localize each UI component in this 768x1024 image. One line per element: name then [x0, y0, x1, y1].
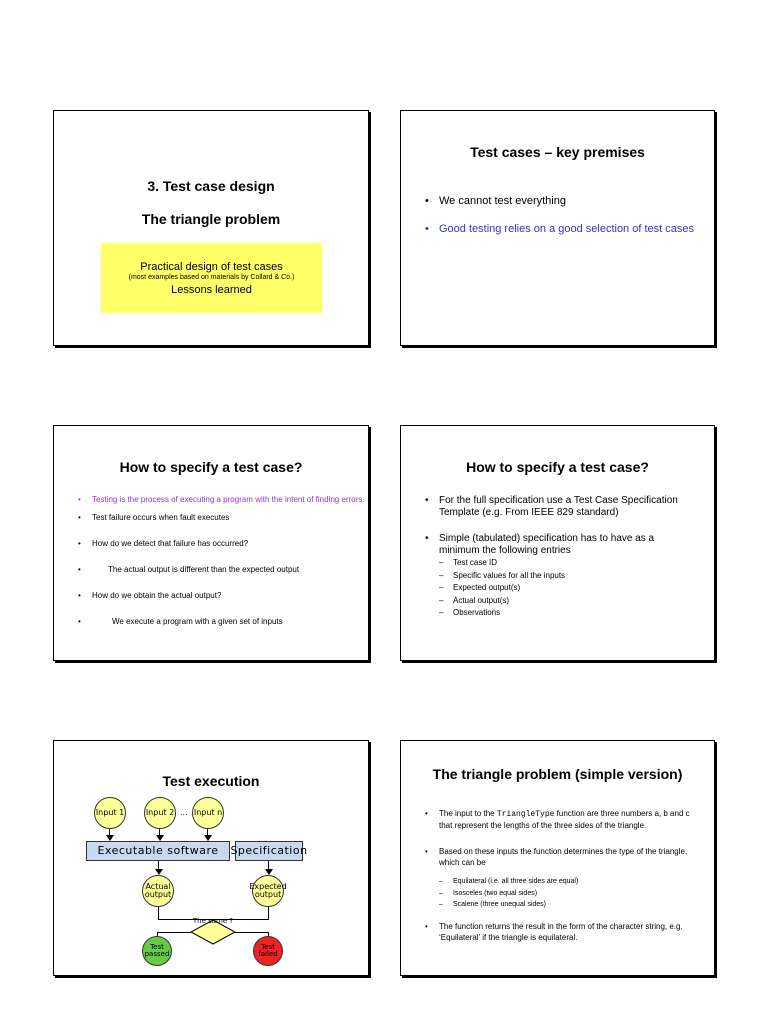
sub-list-item	[439, 607, 697, 620]
list-item	[78, 565, 366, 591]
slide-title: Test execution	[162, 773, 260, 789]
sub-list-item-text: Scalene (three unequal sides)	[453, 901, 547, 908]
list-item-text: function are three numbers a, b and c that represent the lengths of the three sides of the triangle.	[439, 809, 690, 830]
bullet-icon: •	[78, 513, 81, 522]
sub-list-item-text: Observations	[453, 608, 501, 617]
dash-icon: –	[439, 583, 444, 592]
dash-icon: –	[439, 558, 444, 567]
sub-list-item	[439, 876, 691, 888]
sub-list-item	[439, 899, 691, 911]
expected-output-node	[249, 875, 287, 907]
sub-list-item	[439, 557, 697, 570]
connector-line	[268, 907, 269, 919]
bullet-icon: •	[425, 847, 428, 856]
dash-icon: –	[439, 889, 443, 897]
test-passed-label: Test passed	[144, 942, 170, 958]
list-item-text: Testing is the process of executing a program with the intent of finding errors.	[92, 495, 365, 504]
specification-label: Specification	[230, 844, 308, 858]
slide-title: How to specify a test case?	[119, 459, 303, 475]
test-passed-node	[142, 936, 172, 966]
list-item-text: Simple (tabulated) specification has to have as a minimum the following entries	[439, 533, 655, 556]
sub-list-item-text: Expected output(s)	[453, 583, 521, 592]
slide-title-page	[53, 110, 369, 346]
bullet-icon: •	[78, 539, 81, 548]
bullet-icon: •	[425, 533, 429, 544]
input-2-node	[144, 797, 176, 829]
bullet-list	[78, 495, 366, 626]
list-item-text: The actual output is different than the expected output	[108, 565, 300, 574]
branch-line	[235, 932, 269, 933]
input-n-label: Input n	[193, 807, 223, 817]
box-line-3: Lessons learned	[171, 284, 252, 296]
executable-software-label: Executable software	[97, 844, 219, 858]
slide-key-premises	[400, 110, 715, 346]
list-item-text: Good testing relies on a good selection of test cases	[439, 223, 694, 235]
specification-box	[230, 841, 308, 861]
ellipsis-label: ...	[180, 808, 188, 817]
bullet-icon: •	[425, 495, 429, 506]
bullet-icon: •	[425, 809, 428, 818]
list-item-text: Test failure occurs when fault executes	[92, 513, 230, 522]
decision-label: The same ?	[192, 917, 234, 925]
decision-diamond	[190, 919, 236, 945]
code-text: TriangleType	[496, 810, 555, 819]
list-item	[78, 591, 366, 617]
list-item-text: We cannot test everything	[439, 195, 566, 207]
list-item	[425, 921, 691, 943]
list-item-text: Based on these inputs the function determines the type of the triangle, which can be	[439, 847, 688, 867]
expected-output-label: Expected output	[249, 881, 287, 899]
input-1-label: Input 1	[95, 807, 125, 817]
slide-specify-test-case-2	[400, 425, 715, 661]
slide-test-execution	[53, 740, 369, 976]
box-line-1: Practical design of test cases	[140, 261, 283, 273]
list-item-text: We execute a program with a given set of inputs	[112, 617, 283, 626]
slide-title: Test cases – key premises	[470, 144, 645, 160]
list-item-text: The function returns the result in the form of the character string, e.g. ‘Equilateral’ if the triangle is equilateral.	[439, 921, 683, 942]
sub-list	[439, 876, 691, 911]
list-item-text: For the full specification use a Test Case Specification Template (e.g. From IEEE 829 standard)	[439, 495, 678, 518]
sub-list-item	[439, 570, 697, 583]
list-item-text: How do we obtain the actual output?	[92, 591, 222, 600]
dash-icon: –	[439, 595, 444, 605]
sub-list-item-text: Specific values for all the inputs	[453, 570, 566, 580]
bullet-icon: •	[78, 617, 81, 626]
bullet-icon: •	[425, 195, 429, 207]
bullet-icon: •	[78, 495, 81, 504]
slide-specify-test-case-1	[53, 425, 369, 661]
bullet-icon: •	[78, 591, 81, 600]
list-item	[425, 846, 691, 911]
sub-list-item	[439, 595, 697, 608]
list-item	[425, 808, 691, 831]
input-2-label: Input 2	[145, 807, 175, 817]
list-item	[425, 223, 705, 235]
highlight-box	[101, 243, 322, 313]
sub-list-item	[439, 582, 697, 595]
branch-line	[157, 932, 191, 933]
bullet-list	[425, 495, 697, 620]
connector-line	[158, 907, 159, 919]
actual-output-node	[142, 875, 174, 907]
list-item-text: The input to the	[439, 809, 497, 818]
sub-list	[439, 557, 697, 620]
list-item	[425, 533, 697, 620]
test-failed-node	[253, 936, 283, 966]
slide-title: How to specify a test case?	[466, 459, 649, 475]
bullet-list	[425, 808, 691, 943]
bullet-list	[425, 195, 705, 235]
box-line-2: (most examples based on materials by Collard & Co.)	[128, 274, 295, 281]
dash-icon: –	[439, 878, 443, 885]
sub-list-item-text: Test case ID	[453, 558, 498, 567]
list-item	[78, 495, 366, 513]
sub-list-item	[439, 888, 691, 900]
bullet-icon: •	[425, 223, 429, 235]
list-item	[78, 539, 366, 565]
input-1-node	[94, 797, 126, 829]
list-item	[425, 195, 705, 207]
dash-icon: –	[439, 570, 444, 580]
slide-title: 3. Test case design	[147, 178, 275, 194]
slide-title: The triangle problem (simple version)	[432, 766, 683, 782]
bullet-icon: •	[425, 921, 428, 931]
actual-output-label: Actual output	[144, 881, 172, 899]
sub-list-item-text: Isosceles (two equal sides)	[453, 889, 538, 897]
bullet-icon: •	[78, 565, 81, 574]
sub-list-item-text: Equilateral (i.e. all three sides are equal)	[453, 878, 579, 885]
slide-subtitle: The triangle problem	[141, 211, 281, 227]
input-n-node	[192, 797, 224, 829]
sub-list-item-text: Actual output(s)	[453, 595, 510, 605]
list-item	[78, 617, 366, 626]
executable-software-box	[86, 841, 230, 861]
dash-icon: –	[439, 901, 443, 908]
list-item	[425, 495, 697, 519]
list-item-text: How do we detect that failure has occurred?	[92, 539, 249, 548]
test-failed-label: Test failed	[258, 942, 278, 958]
slide-triangle-problem	[400, 740, 715, 976]
dash-icon: –	[439, 608, 444, 617]
list-item	[78, 513, 366, 539]
